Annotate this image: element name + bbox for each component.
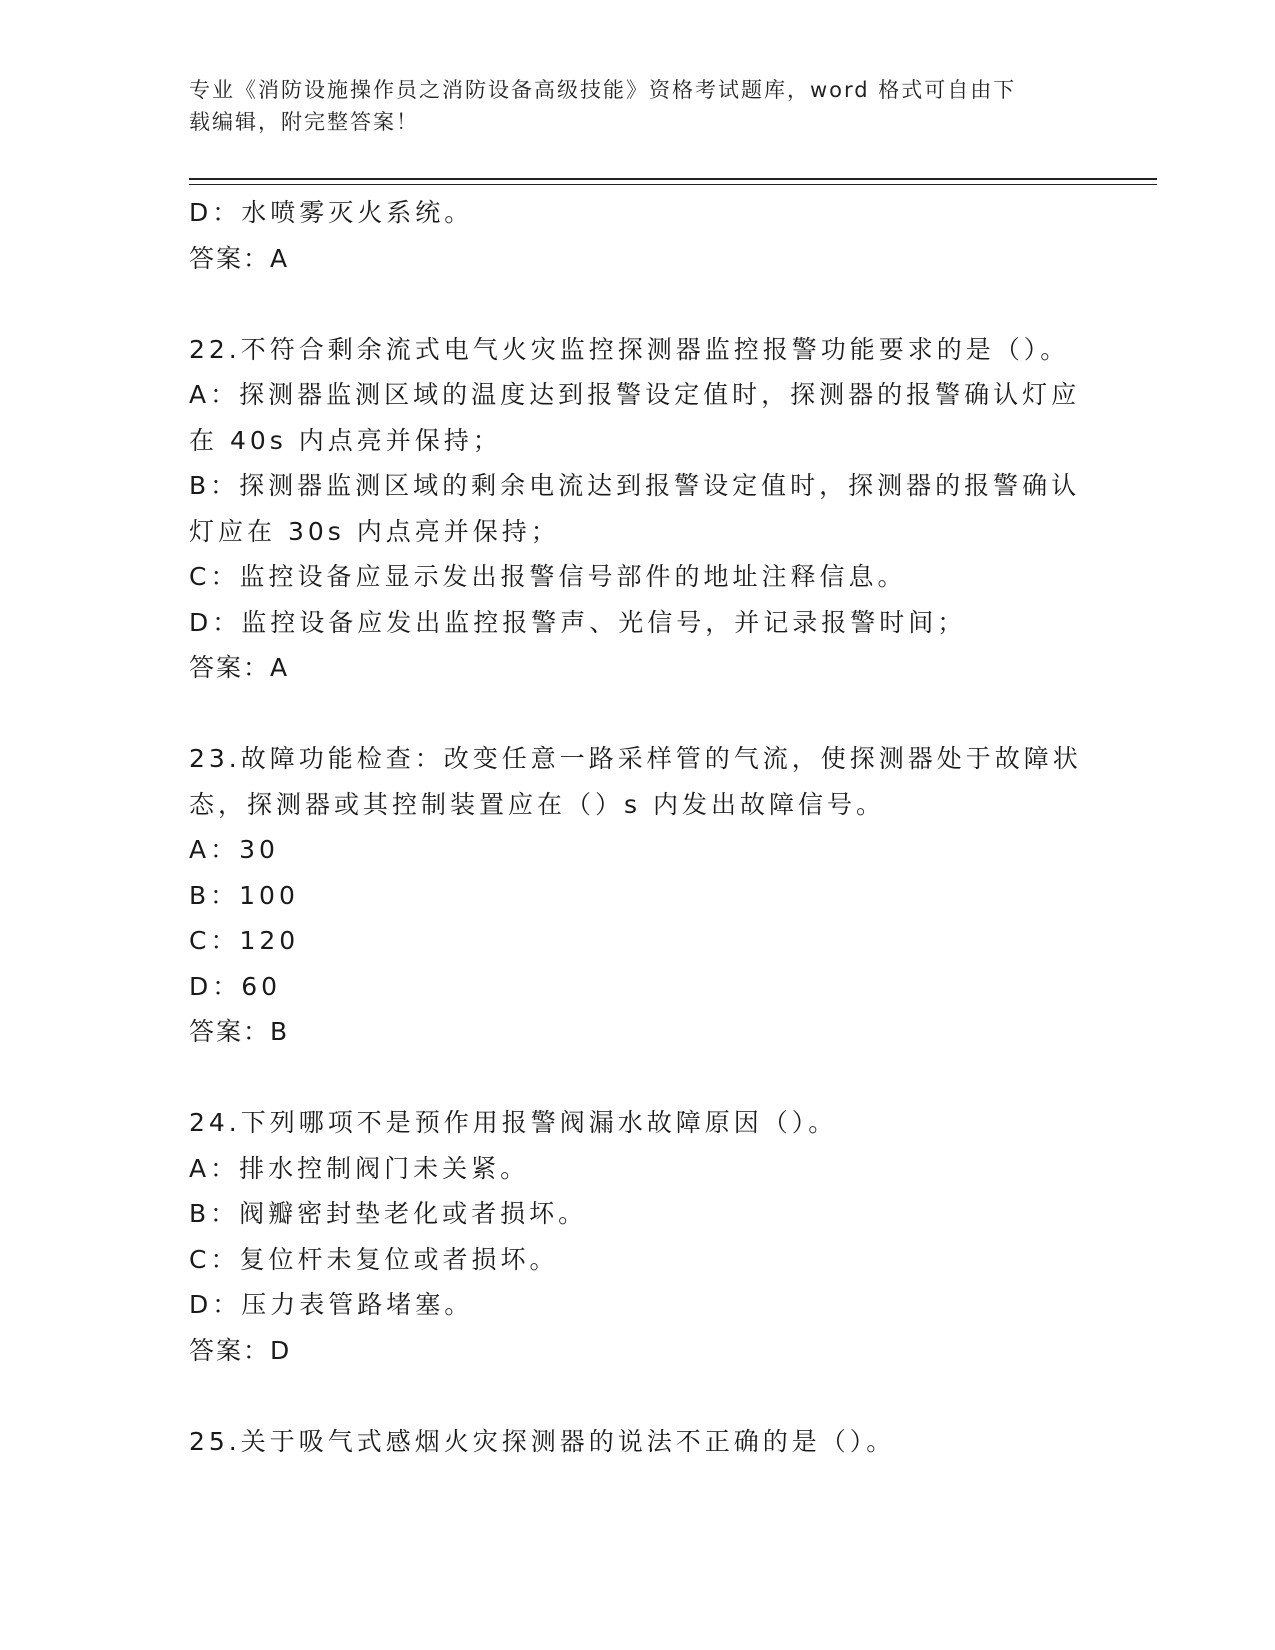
- q24-option-c: C：复位杆未复位或者损坏。: [189, 1244, 559, 1274]
- question-content: [189, 190, 1089, 1464]
- header-line-2: 载编辑，附完整答案！: [189, 110, 419, 134]
- q24-option-d: D：压力表管路堵塞。: [189, 1290, 474, 1319]
- q24-option-b: B：阀瓣密封垫老化或者损坏。: [189, 1199, 588, 1228]
- q22-option-c: C：监控设备应显示发出报警信号部件的地址注释信息。: [189, 562, 907, 591]
- q24-answer: 答案：D: [189, 1335, 292, 1365]
- header-divider-thin: [189, 184, 1157, 185]
- q25-stem: 25.关于吸气式感烟火灾探测器的说法不正确的是（）。: [189, 1426, 896, 1456]
- q22-answer: 答案：A: [189, 653, 290, 682]
- q22-option-b-line-1: B：探测器监测区域的剩余电流达到报警设定值时，探测器的报警确认: [189, 471, 1081, 500]
- q23-option-c: C：120: [189, 926, 300, 955]
- document-header: [189, 74, 1079, 138]
- q22-option-a-line-1: A：探测器监测区域的温度达到报警设定值时，探测器的报警确认灯应: [189, 380, 1081, 409]
- q22-stem: 22.不符合剩余流式电气火灾监控探测器监控报警功能要求的是（）。: [189, 334, 1070, 364]
- q24-option-a: A：排水控制阀门未关紧。: [189, 1153, 530, 1183]
- header-divider: [189, 178, 1157, 180]
- prev-option-d: D：水喷雾灭火系统。: [189, 198, 474, 227]
- q22-option-a-line-2: 在 40s 内点亮并保持；: [189, 425, 502, 455]
- header-line-1: 专业《消防设施操作员之消防设备高级技能》资格考试题库，word 格式可自由下: [189, 78, 1017, 102]
- q23-stem-line-1: 23.故障功能检查：改变任意一路采样管的气流，使探测器处于故障状: [189, 744, 1082, 773]
- q23-answer: 答案：B: [189, 1017, 290, 1046]
- q23-option-a: A：30: [189, 835, 279, 864]
- q23-option-b: B：100: [189, 880, 299, 910]
- q24-stem: 24.下列哪项不是预作用报警阀漏水故障原因（）。: [189, 1108, 838, 1137]
- q23-stem-line-2: 态，探测器或其控制装置应在（）s 内发出故障信号。: [189, 789, 885, 819]
- q22-option-b-line-2: 灯应在 30s 内点亮并保持；: [189, 516, 560, 546]
- q23-option-d: D：60: [189, 971, 282, 1001]
- prev-answer: 答案：A: [189, 243, 290, 273]
- q22-option-d: D：监控设备应发出监控报警声、光信号，并记录报警时间；: [189, 607, 967, 637]
